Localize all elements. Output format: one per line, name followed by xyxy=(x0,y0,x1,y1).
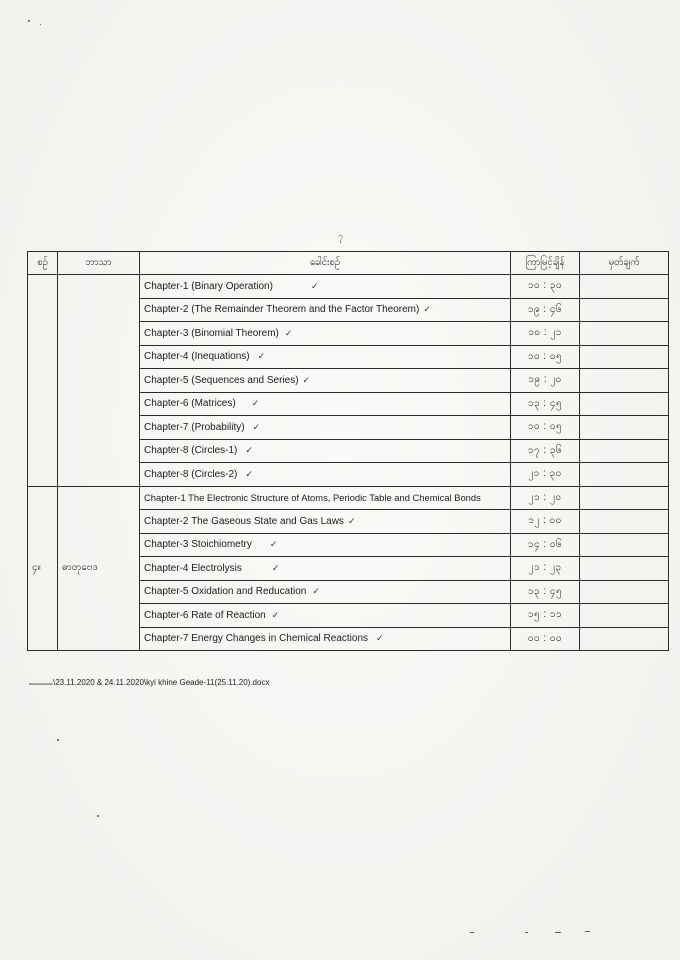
chapter-remark xyxy=(580,486,669,510)
chapter-period: ၁၇ : ၃၆ xyxy=(511,439,580,463)
chapter-title-text: Chapter-4 Electrolysis xyxy=(144,562,242,574)
chapter-title xyxy=(140,463,511,487)
scan-speck xyxy=(28,20,30,22)
table-header-row xyxy=(28,252,669,275)
chapter-title-text: Chapter-6 Rate of Reaction xyxy=(144,609,266,621)
checkmark-icon: ✓ xyxy=(347,515,356,526)
checkmark-icon: ✓ xyxy=(269,539,278,550)
page-number: ၇ xyxy=(338,231,344,241)
chapter-title xyxy=(140,369,511,393)
table-row xyxy=(28,275,669,299)
chapter-title-text: Chapter-8 (Circles-1) xyxy=(144,445,238,457)
chapter-title xyxy=(140,275,511,299)
chapter-period: ၁၀ : ၃၀ xyxy=(511,275,580,299)
scan-speck xyxy=(555,932,561,933)
checkmark-icon: ✓ xyxy=(245,468,253,479)
row-group-subject xyxy=(58,275,140,487)
chapter-title xyxy=(140,298,511,322)
chapter-period: ၁၃ : ၄၅ xyxy=(511,580,580,604)
chapter-period: ၁၀ : ၀၅ xyxy=(511,345,580,369)
chapter-title-text: Chapter-6 (Matrices) xyxy=(144,398,236,410)
checkmark-icon: ✓ xyxy=(310,280,319,291)
chapter-period: ၁၀ : ၂၁ xyxy=(511,322,580,346)
chapter-remark xyxy=(580,392,669,416)
scan-speck xyxy=(57,739,59,741)
chapter-title-text: Chapter-2 The Gaseous State and Gas Laws xyxy=(144,515,344,527)
chapter-remark xyxy=(580,463,669,487)
chapter-title xyxy=(140,416,511,440)
chapter-title-text: Chapter-5 (Sequences and Series) xyxy=(144,374,299,386)
chapter-title xyxy=(140,510,511,534)
chapter-remark xyxy=(580,298,669,322)
scan-speck xyxy=(40,24,41,25)
checkmark-icon: ✓ xyxy=(271,609,280,620)
chapter-title xyxy=(140,345,511,369)
chapter-title-text: Chapter-3 Stoichiometry xyxy=(144,539,252,551)
chapter-remark xyxy=(580,439,669,463)
chapter-title-text: Chapter-7 (Probability) xyxy=(144,421,245,433)
chapter-remark xyxy=(580,322,669,346)
chapter-remark xyxy=(580,533,669,557)
header-remark: မှတ်ချက် xyxy=(580,252,669,275)
chapter-title-text: Chapter-5 Oxidation and Reducation xyxy=(144,586,307,598)
checkmark-icon: ✓ xyxy=(245,445,253,456)
chapter-period: ၁၄ : ၀၆ xyxy=(511,533,580,557)
chapter-remark xyxy=(580,345,669,369)
chapter-remark xyxy=(580,604,669,628)
chapter-title-text: Chapter-1 (Binary Operation) xyxy=(144,280,273,292)
chapter-remark xyxy=(580,275,669,299)
chapter-period: ၁၉ : ၄၆ xyxy=(511,298,580,322)
chapter-title xyxy=(140,580,511,604)
checkmark-icon: ✓ xyxy=(376,633,384,644)
checkmark-icon: ✓ xyxy=(312,586,320,597)
chapter-title xyxy=(140,392,511,416)
schedule-table xyxy=(27,251,669,651)
chapter-title xyxy=(140,486,511,510)
header-subject: ဘာသာ xyxy=(58,252,140,275)
chapter-remark xyxy=(580,627,669,651)
chapter-remark xyxy=(580,557,669,581)
scan-speck xyxy=(585,931,590,932)
chapter-period: ၂၁ : ၂၃ xyxy=(511,557,580,581)
chapter-title-text: Chapter-3 (Binomial Theorem) xyxy=(144,327,279,339)
chapter-title-text: Chapter-8 (Circles-2) xyxy=(144,468,238,480)
checkmark-icon: ✓ xyxy=(302,374,311,385)
checkmark-icon: ✓ xyxy=(252,421,261,432)
checkmark-icon: ✓ xyxy=(251,398,260,409)
scan-speck xyxy=(470,932,474,933)
chapter-remark xyxy=(580,580,669,604)
chapter-title xyxy=(140,557,511,581)
chapter-period: ၁၃ : ၄၅ xyxy=(511,392,580,416)
header-period: ကြာမြင့်ချိန် xyxy=(511,252,580,275)
row-group-no xyxy=(28,275,58,487)
chapter-period: ၀၀ : ၀၀ xyxy=(511,627,580,651)
scan-speck xyxy=(97,815,99,817)
footer-path-text: \23.11.2020 & 24.11.2020\kyi khine Geade-11(25.11.20).docx xyxy=(53,678,270,687)
chapter-title xyxy=(140,533,511,557)
checkmark-icon: ✓ xyxy=(284,327,293,338)
chapter-period: ၁၀ : ၀၅ xyxy=(511,416,580,440)
chapter-remark xyxy=(580,369,669,393)
file-path-footer xyxy=(29,678,269,687)
chapter-title-text: Chapter-4 (Inequations) xyxy=(144,351,250,363)
chapter-title xyxy=(140,322,511,346)
chapter-period: ၁၂ : ၀၀ xyxy=(511,510,580,534)
chapter-period: ၂၁ : ၂၀ xyxy=(511,486,580,510)
footer-faint-prefix: ▬▬▬▬ xyxy=(29,681,53,687)
header-title: ခေါင်းစဉ် xyxy=(140,252,511,275)
table-row xyxy=(28,486,669,510)
checkmark-icon: ✓ xyxy=(423,304,431,315)
scan-speck xyxy=(525,932,528,933)
chapter-period: ၂၁ : ၃၀ xyxy=(511,463,580,487)
chapter-period: ၁၉ : ၂၀ xyxy=(511,369,580,393)
chapter-period: ၁၅ : ၁၁ xyxy=(511,604,580,628)
header-no: စဉ် xyxy=(28,252,58,275)
chapter-title xyxy=(140,439,511,463)
row-group-no: ၄။ xyxy=(28,486,58,651)
chapter-remark xyxy=(580,510,669,534)
chapter-title xyxy=(140,627,511,651)
row-group-subject: ဓာတုဗေဒ xyxy=(58,486,140,651)
chapter-title-text: Chapter-2 (The Remainder Theorem and the Factor Theorem) xyxy=(144,304,420,316)
checkmark-icon: ✓ xyxy=(271,562,280,573)
chapter-title-text: Chapter-7 Energy Changes in Chemical Reactions xyxy=(144,633,369,645)
chapter-title-text: Chapter-1 The Electronic Structure of Atoms, Periodic Table and Chemical Bonds xyxy=(144,491,481,503)
chapter-title xyxy=(140,604,511,628)
chapter-remark xyxy=(580,416,669,440)
checkmark-icon: ✓ xyxy=(257,351,266,362)
